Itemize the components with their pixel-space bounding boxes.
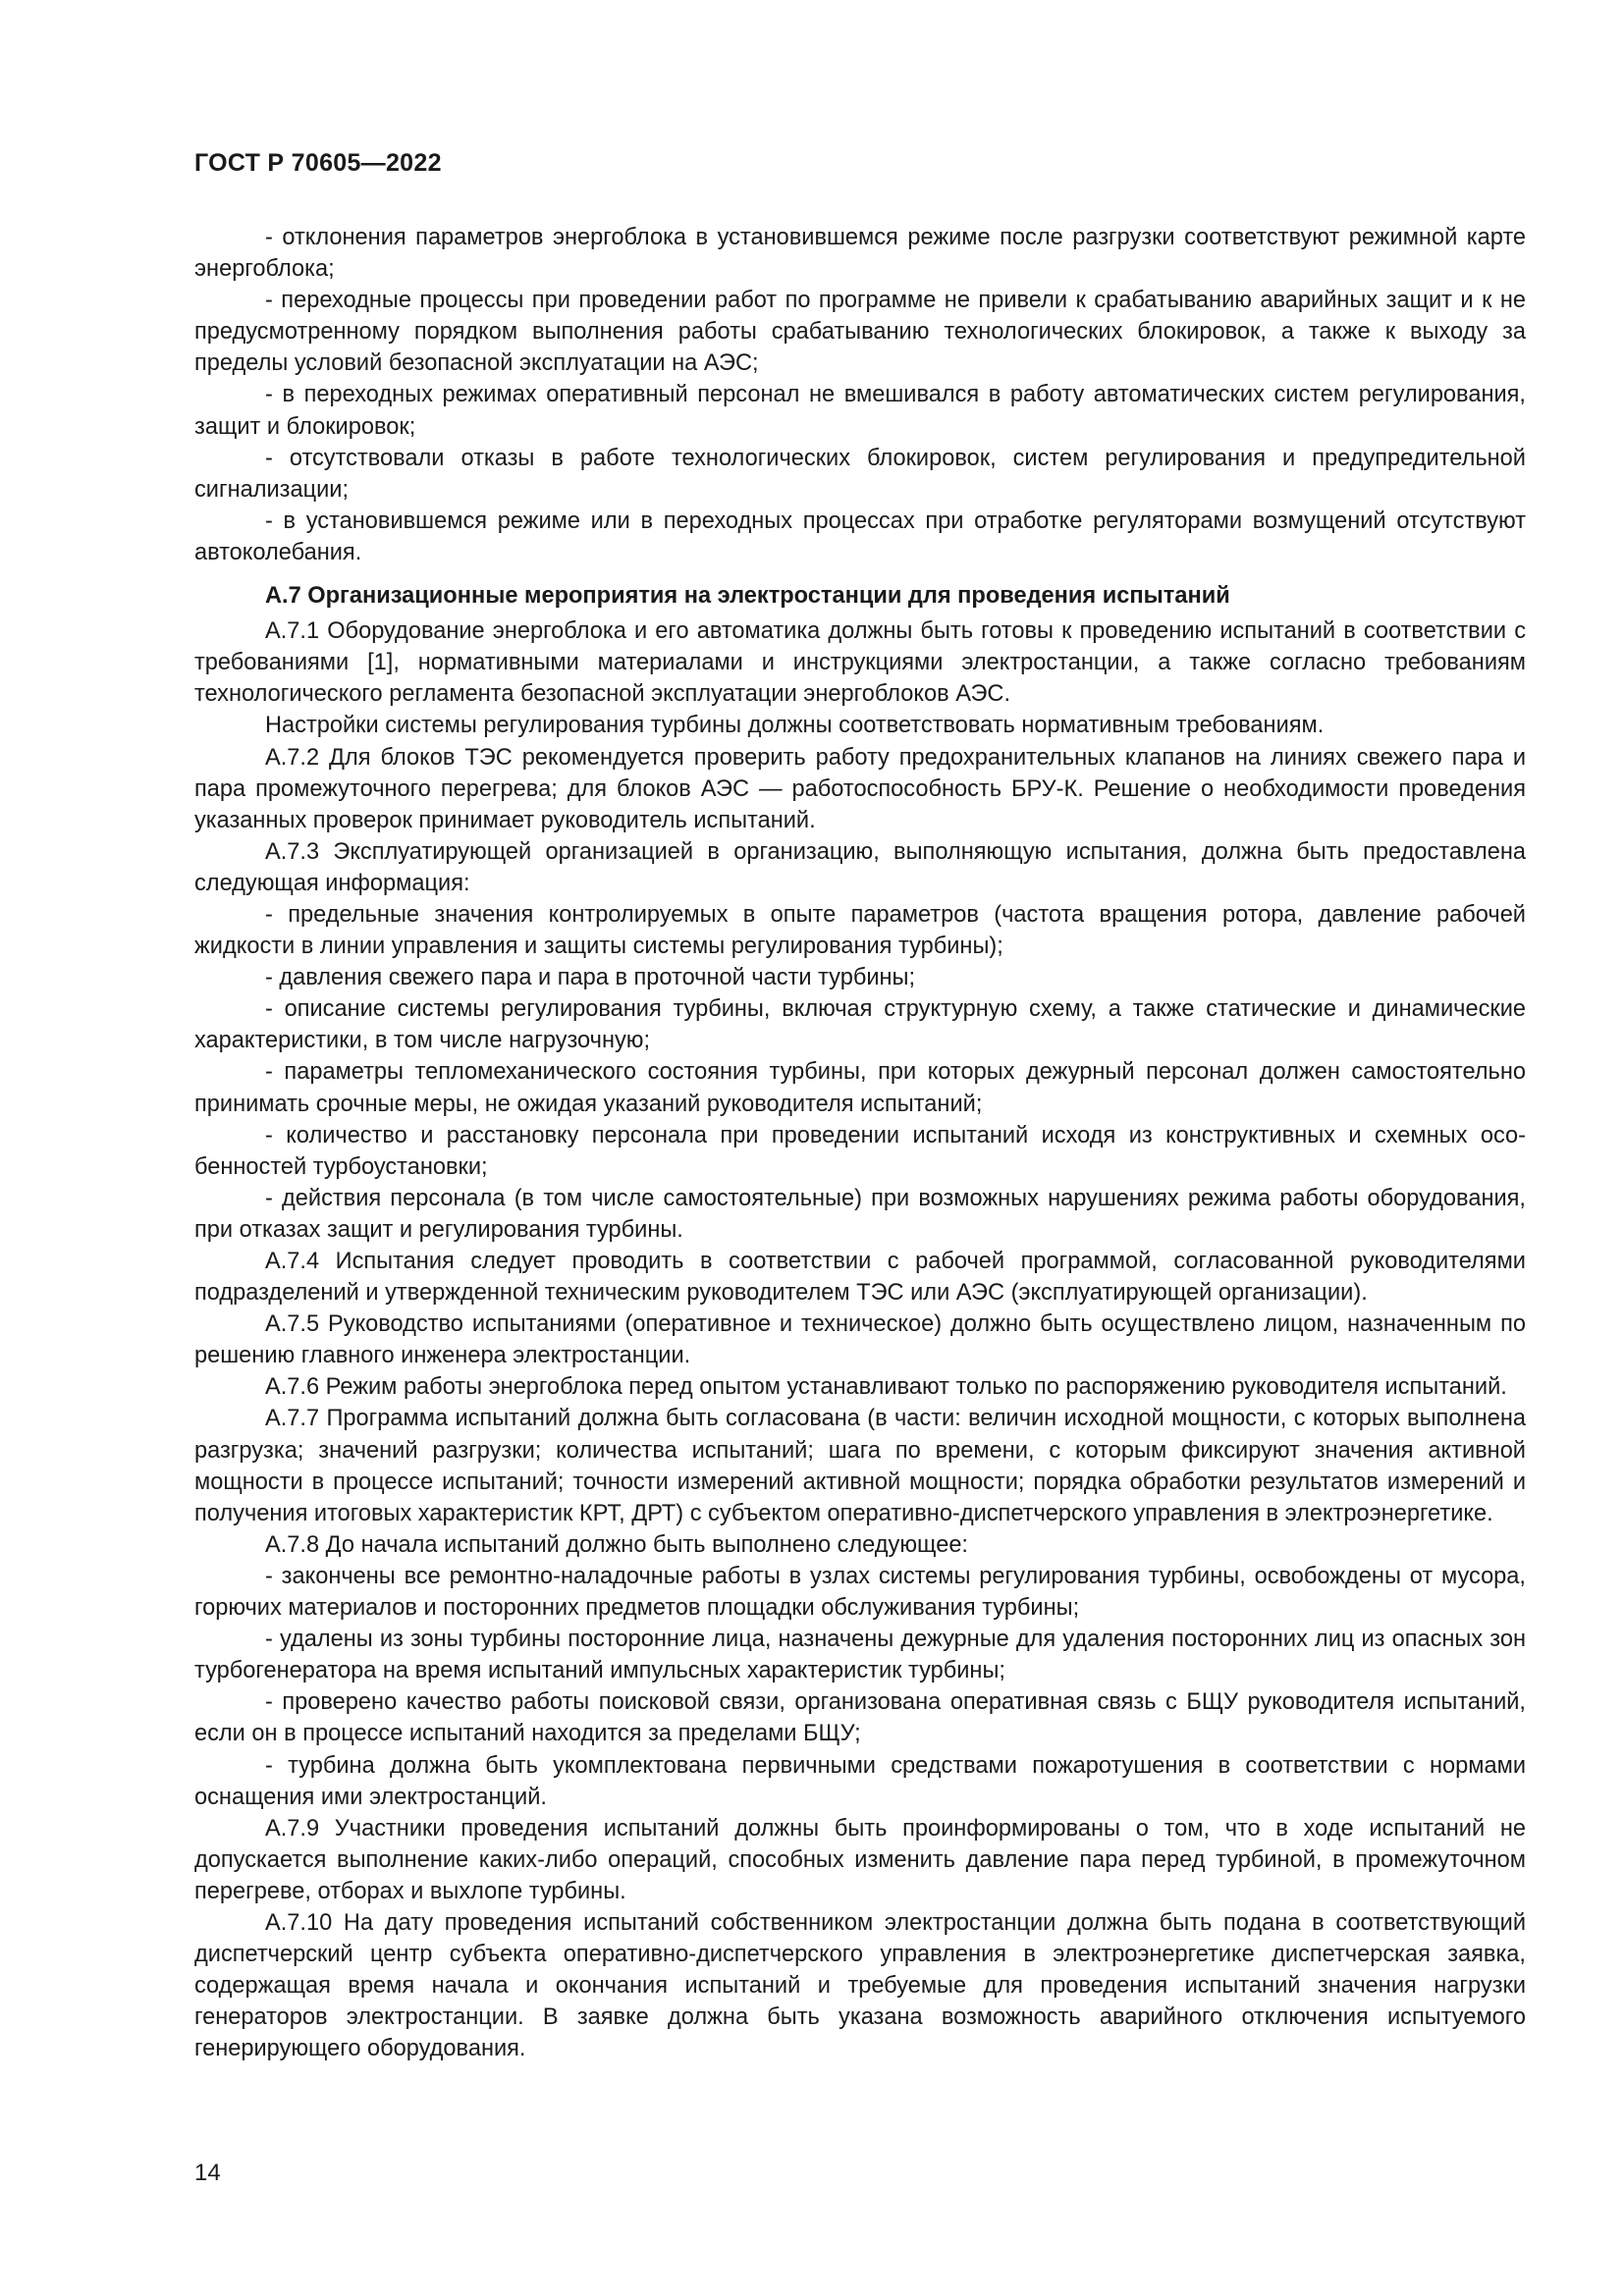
clause-a7-9: А.7.9 Участники проведения испытаний должны быть проинформированы о том, что в ходе испытаний не допускается выполнение каких-либо операций, способных изменить давление пара перед турбиной, в промежуточном перегреве, отборах и выхлопе турбины. — [194, 1815, 1526, 1904]
list-item: - в установившемся режиме или в переходных процессах при отработке регуляторами возмущений отсутствуют автоколебания. — [194, 507, 1526, 565]
clause-a7-10: А.7.10 На дату проведения испытаний собственником электростанции должна быть подана в соответствующий диспетчерский центр субъекта оперативно-диспетчерского управления в электроэнергетике диспетчерская заявка, содержащая время начала и окончания испытаний и требуемые для проведения испытаний значения нагрузки генераторов электростанции. В заявке должна быть указана возможность аварийного отключения испытуемого генерирующего оборудования. — [194, 1909, 1526, 2062]
paragraph: Настройки системы регулирования турбины должны соответствовать нормативным требованиям. — [265, 713, 1325, 739]
list-item: - количество и расстановку персонала при проведении испытаний исходя из конструктивных и схемных особенностей турбоустановки; — [194, 1122, 1526, 1180]
list-item: - отсутствовали отказы в работе технологических блокировок, систем регулирования и предупредительной сигнализации; — [194, 445, 1526, 503]
list-item: - турбина должна быть укомплектована первичными средствами пожаротушения в соответствии с нормами оснащения ими электростанций. — [194, 1752, 1526, 1810]
list-item: - отклонения параметров энергоблока в установившемся режиме после разгрузки соответствуют режимной карте энергоблока; — [194, 225, 1526, 283]
clause-a7-6: А.7.6 Режим работы энергоблока перед опытом устанавливают только по распоряжению руководителя испытаний. — [265, 1374, 1507, 1401]
list-item: - проверено качество работы поисковой связи, организована оперативная связь с БЩУ руководителя испытаний, если он в процессе испытаний находится за пределами БЩУ; — [194, 1689, 1526, 1747]
list-item: - действия персонала (в том числе самостоятельные) при возможных нарушениях режима работы оборудования, при отказах защит и регулирования турбины. — [194, 1185, 1526, 1243]
clause-a7-1: А.7.1 Оборудование энергоблока и его автоматика должны быть готовы к проведению испытаний в соответствии с требованиями [1], нормативными материалами и инструкциями электростанции, а также согласно требованиям технологического регламента безопасной эксплуатации энергоблоков АЭС. — [194, 618, 1526, 708]
list-item: - параметры тепломеханического состояния турбины, при которых дежурный персонал должен самостоятельно принимать срочные меры, не ожидая указаний руководителя испытаний; — [194, 1059, 1526, 1117]
clause-a7-7: А.7.7 Программа испытаний должна быть согласована (в части: величин исходной мощности, с которых выполнена разгрузка; значений разгрузки; количества испытаний; шага по времени, с которым фиксируют значения активной мощности в процессе испытаний; точности измерений активной мощности; порядка обработки результатов измерений и получения итоговых характеристик КРТ, ДРТ) с субъектом оперативно-диспетчерского управления в электроэнергетике. — [194, 1406, 1526, 1526]
list-item: - переходные процессы при проведении работ по программе не привели к срабатыванию аварийных защит и к не предусмотренному порядком выполнения работы срабатыванию технологических блокировок, а также к выходу за пределы условий безопасной эксплуатации на АЭС; — [194, 288, 1526, 377]
list-item: - давления свежего пара и пара в проточной части турбины; — [265, 965, 916, 991]
clause-a7-2: А.7.2 Для блоков ТЭС рекомендуется проверить работу предохранительных клапанов на линиях свежего пара и пара промежуточного перегрева; для блоков АЭС — работоспособность БРУ-К. Решение о необходимости проведения указанных проверок принимает руководитель испытаний. — [194, 744, 1526, 833]
page-header-standard: ГОСТ Р 70605—2022 — [194, 149, 442, 177]
section-heading-a7: А.7 Организационные мероприятия на электростанции для проведения испытаний — [265, 583, 1230, 610]
list-item: - описание системы регулирования турбины, включая структурную схему, а также статические и динамические характеристики, в том числе нагрузочную; — [194, 996, 1526, 1054]
document-body — [194, 222, 1526, 2064]
list-item: - в переходных режимах оперативный персонал не вмешивался в работу автоматических систем регулирования, защит и блокировок; — [194, 382, 1526, 440]
clause-a7-8: А.7.8 До начала испытаний должно быть выполнено следующее: — [265, 1531, 968, 1558]
page-number: 14 — [194, 2160, 221, 2186]
list-item: - удалены из зоны турбины посторонние лица, назначены дежурные для удаления посторонних лиц из опасных зон турбогенератора на время испытаний импульсных характеристик турбины; — [194, 1627, 1526, 1684]
list-item: - предельные значения контролируемых в опыте параметров (частота вращения ротора, давление рабочей жидкости в линии управления и защиты системы регулирования турбины); — [194, 901, 1526, 960]
clause-a7-3: А.7.3 Эксплуатирующей организацией в организацию, выполняющую испытания, должна быть предоставлена следующая информация: — [194, 838, 1526, 896]
clause-a7-4: А.7.4 Испытания следует проводить в соответствии с рабочей программой, согласованной руководителями подразделений и утвержденной техническим руководителем ТЭС или АЭС (эксплуатирующей организации). — [194, 1249, 1526, 1307]
list-item: - закончены все ремонтно-наладочные работы в узлах системы регулирования турбины, освобождены от мусора, горючих материалов и посторонних предметов площадки обслуживания турбины; — [194, 1563, 1526, 1622]
clause-a7-5: А.7.5 Руководство испытаниями (оперативное и техническое) должно быть осуществлено лицом, назначенным по решению главного инженера электростанции. — [194, 1311, 1526, 1369]
